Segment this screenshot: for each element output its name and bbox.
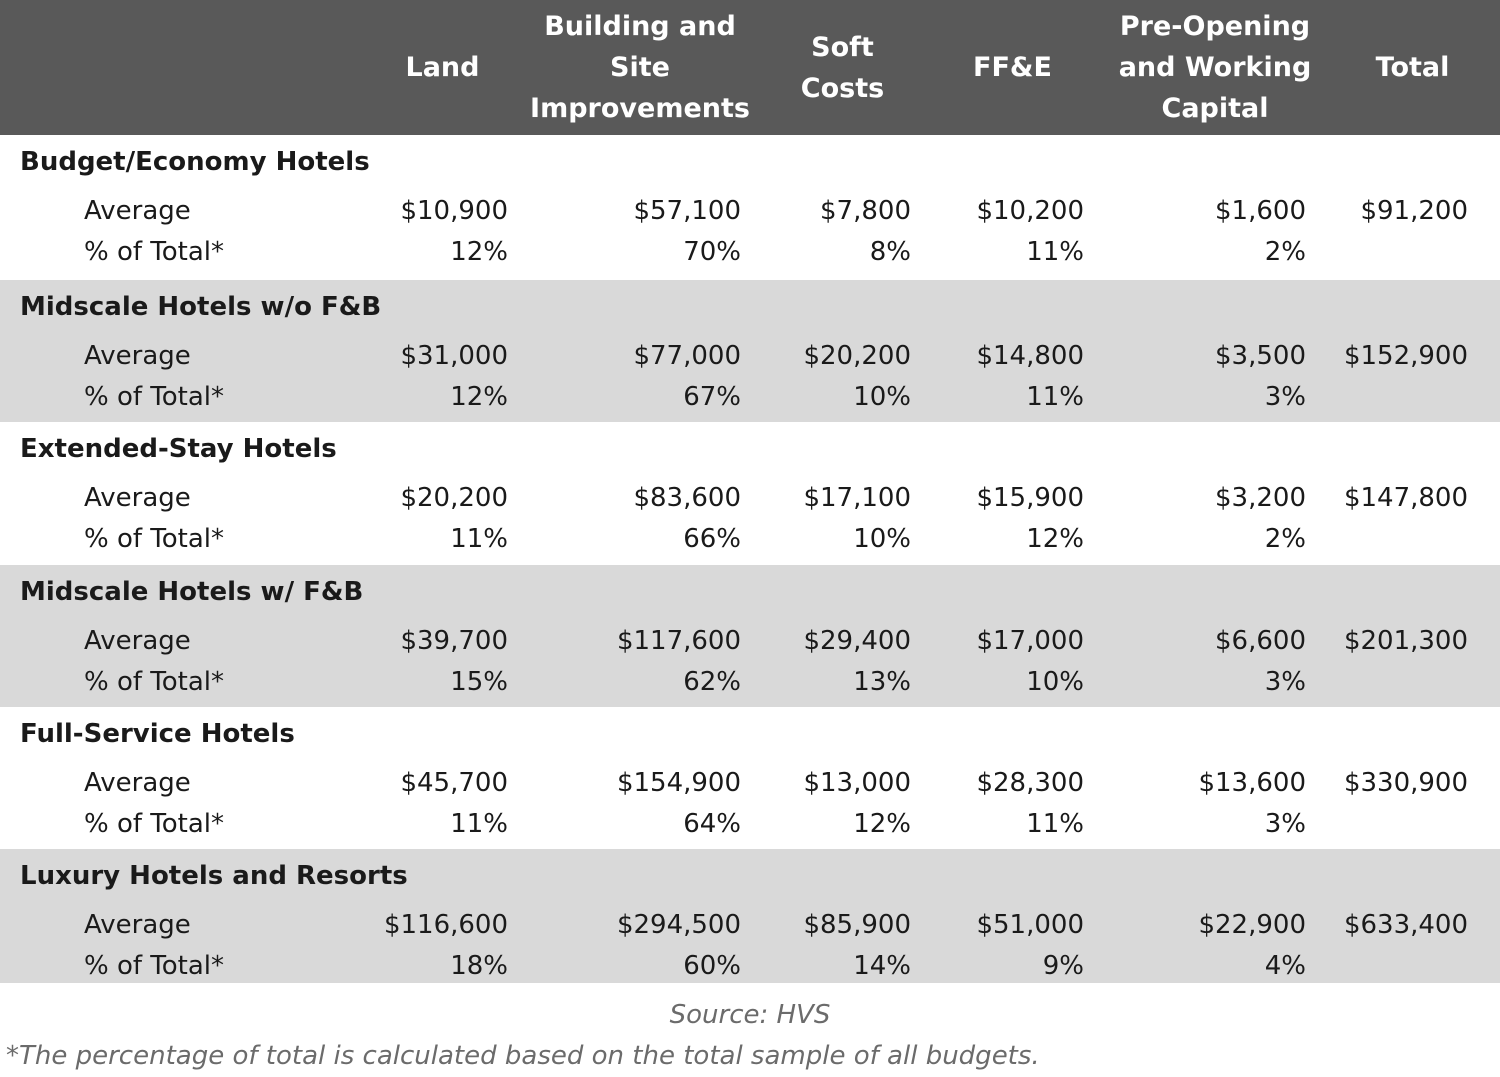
hotel-group [0, 280, 1500, 422]
percent-value-cell: 3% [1264, 667, 1306, 697]
column-header-line: Building and [544, 11, 736, 42]
percent-value-cell: 4% [1264, 951, 1306, 981]
row-label-percent: % of Total* [84, 382, 225, 412]
average-value-cell: $3,500 [1215, 341, 1306, 371]
row-label-percent: % of Total* [84, 667, 225, 697]
average-value-cell: $10,900 [400, 196, 508, 226]
row-label-percent: % of Total* [84, 809, 225, 839]
column-header-line: Site [610, 52, 670, 83]
average-value-cell: $20,200 [803, 341, 911, 371]
average-value-cell: $39,700 [400, 626, 508, 656]
percent-value-cell: 12% [450, 237, 508, 267]
average-value-cell: $117,600 [616, 626, 741, 656]
percent-value-cell: 11% [450, 524, 508, 554]
average-value-cell: $29,400 [803, 626, 911, 656]
average-value-cell: $31,000 [400, 341, 508, 371]
hotel-group [0, 565, 1500, 707]
average-value-cell: $294,500 [616, 910, 741, 940]
column-header-line: Soft Costs [800, 31, 885, 104]
row-label-percent: % of Total* [84, 237, 225, 267]
percent-value-cell: 8% [869, 237, 911, 267]
footnote: *The percentage of total is calculated based on the total sample of all budgets. [6, 1041, 1040, 1071]
average-value-cell: $7,800 [820, 196, 911, 226]
percent-value-cell: 11% [450, 809, 508, 839]
percent-value-cell: 11% [1026, 237, 1084, 267]
percent-value-cell: 12% [450, 382, 508, 412]
table-header [0, 0, 1500, 135]
percent-value-cell: 62% [683, 667, 741, 697]
percent-value-cell: 60% [683, 951, 741, 981]
average-value-cell: $15,900 [976, 483, 1084, 513]
column-header [935, 0, 1090, 135]
percent-value-cell: 70% [683, 237, 741, 267]
average-value-cell: $77,000 [633, 341, 741, 371]
average-value-cell: $45,700 [400, 768, 508, 798]
column-header [375, 0, 510, 135]
group-title: Midscale Hotels w/ F&B [20, 577, 364, 607]
percent-value-cell: 18% [450, 951, 508, 981]
group-title: Luxury Hotels and Resorts [20, 861, 408, 891]
percent-value-cell: 15% [450, 667, 508, 697]
row-label-average: Average [84, 910, 191, 940]
average-value-cell: $83,600 [633, 483, 741, 513]
average-value-cell: $201,300 [1343, 626, 1468, 656]
column-header-line: Land [405, 52, 480, 83]
percent-value-cell: 66% [683, 524, 741, 554]
average-value-cell: $85,900 [803, 910, 911, 940]
average-value-cell: $6,600 [1215, 626, 1306, 656]
average-value-cell: $116,600 [383, 910, 508, 940]
percent-value-cell: 3% [1264, 382, 1306, 412]
hotel-group [0, 849, 1500, 983]
average-value-cell: $3,200 [1215, 483, 1306, 513]
average-value-cell: $51,000 [976, 910, 1084, 940]
percent-value-cell: 11% [1026, 382, 1084, 412]
percent-value-cell: 12% [1026, 524, 1084, 554]
average-value-cell: $17,100 [803, 483, 911, 513]
group-title: Budget/Economy Hotels [20, 147, 370, 177]
average-value-cell: $22,900 [1198, 910, 1306, 940]
average-value-cell: $152,900 [1343, 341, 1468, 371]
average-value-cell: $28,300 [976, 768, 1084, 798]
average-value-cell: $147,800 [1343, 483, 1468, 513]
group-title: Full-Service Hotels [20, 719, 295, 749]
percent-value-cell: 10% [853, 382, 911, 412]
column-header [765, 0, 920, 135]
average-value-cell: $1,600 [1215, 196, 1306, 226]
average-value-cell: $91,200 [1360, 196, 1468, 226]
average-value-cell: $13,000 [803, 768, 911, 798]
column-header-line: Capital [1161, 93, 1269, 124]
row-label-percent: % of Total* [84, 524, 225, 554]
average-value-cell: $154,900 [616, 768, 741, 798]
row-label-average: Average [84, 341, 191, 371]
percent-value-cell: 14% [853, 951, 911, 981]
row-label-average: Average [84, 196, 191, 226]
group-title: Extended-Stay Hotels [20, 434, 337, 464]
row-label-average: Average [84, 626, 191, 656]
average-value-cell: $17,000 [976, 626, 1084, 656]
percent-value-cell: 10% [1026, 667, 1084, 697]
percent-value-cell: 64% [683, 809, 741, 839]
average-value-cell: $633,400 [1343, 910, 1468, 940]
percent-value-cell: 67% [683, 382, 741, 412]
percent-value-cell: 9% [1042, 951, 1084, 981]
row-label-percent: % of Total* [84, 951, 225, 981]
source-note: Source: HVS [669, 1000, 831, 1030]
average-value-cell: $57,100 [633, 196, 741, 226]
average-value-cell: $13,600 [1198, 768, 1306, 798]
header-cell-blank [0, 0, 375, 135]
percent-value-cell: 12% [853, 809, 911, 839]
average-value-cell: $10,200 [976, 196, 1084, 226]
percent-value-cell: 3% [1264, 809, 1306, 839]
column-header [1330, 0, 1495, 135]
group-title: Midscale Hotels w/o F&B [20, 292, 382, 322]
percent-value-cell: 2% [1264, 524, 1306, 554]
average-value-cell: $330,900 [1343, 768, 1468, 798]
average-value-cell: $14,800 [976, 341, 1084, 371]
percent-value-cell: 10% [853, 524, 911, 554]
column-header-line: Total [1375, 52, 1450, 83]
percent-value-cell: 11% [1026, 809, 1084, 839]
column-header [1100, 0, 1330, 135]
percent-value-cell: 13% [853, 667, 911, 697]
row-label-average: Average [84, 768, 191, 798]
hotel-group [0, 707, 1500, 849]
average-value-cell: $20,200 [400, 483, 508, 513]
column-header-line: FF&E [973, 52, 1052, 83]
column-header-line: Pre-Opening [1119, 11, 1311, 42]
hotel-group [0, 135, 1500, 280]
row-label-average: Average [84, 483, 191, 513]
column-header-line: and Working [1118, 52, 1312, 83]
hotel-group [0, 422, 1500, 565]
column-header [515, 0, 765, 135]
percent-value-cell: 2% [1264, 237, 1306, 267]
column-header-line: Improvements [530, 93, 750, 124]
